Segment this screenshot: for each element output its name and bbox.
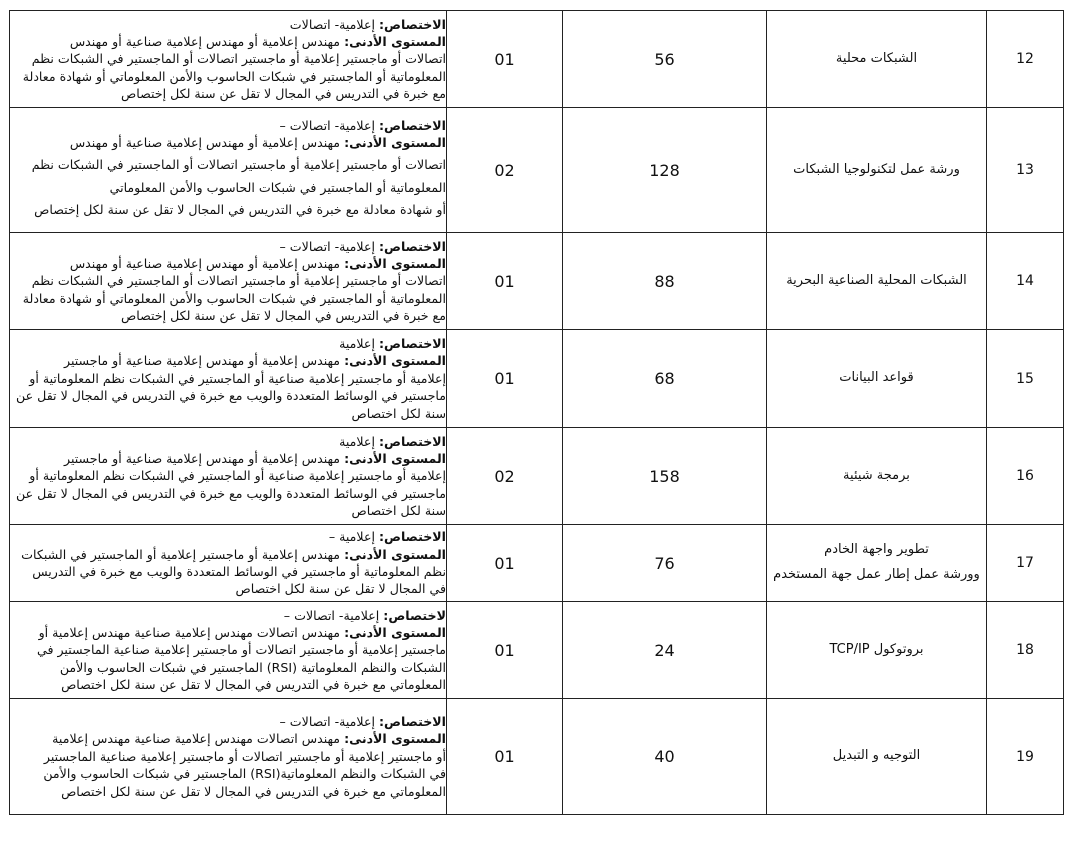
requirement-text-line: المعلوماتية أو الماجستير في شبكات الحاسوب والأمن المعلوماتي [109, 179, 446, 195]
requirements-cell [10, 428, 447, 525]
course-name-cell [767, 699, 987, 815]
level-value: مهندس إعلامية أو مهندس إعلامية صناعية أو ماجستير [64, 450, 345, 466]
level-value: مهندس إعلامية أو مهندس إعلامية صناعية أو مهندس [69, 33, 345, 49]
requirement-text-line: مع خبرة في التدريس في المجال لا تقل عن سنة لكل إختصاص [121, 308, 446, 324]
level-line [10, 352, 446, 369]
specialty-label: الاختصاص: [378, 433, 446, 449]
course-name-cell [767, 525, 987, 602]
groups-cell: 02 [447, 428, 563, 525]
row-number-cell: 17 [987, 525, 1064, 602]
specialty-label: الاختصاص: [378, 117, 446, 133]
specialty-label: الاختصاص: [378, 238, 446, 254]
table-row [10, 330, 1064, 428]
specialty-label: الاختصاص: [378, 16, 446, 32]
requirements-cell [10, 330, 447, 428]
level-label: المستوى الأدنى: [344, 731, 446, 747]
requirement-text-line: نظم المعلوماتية أو ماجستير في الوسائط المتعددة والويب مع خبرة في التدريس [32, 564, 446, 579]
requirements-cell [10, 699, 447, 815]
specialty-label: الاختصاص: [378, 336, 446, 352]
hours-cell: 24 [563, 602, 767, 699]
level-line [10, 546, 446, 563]
courses-table-body [10, 11, 1064, 815]
table-row [10, 525, 1064, 602]
requirement-text-line: إعلامية أو ماجستير إعلامية صناعية أو الماجستير في الشبكات نظم المعلوماتية أو [29, 370, 446, 386]
course-name-cell [767, 428, 987, 525]
requirement-text-line: سنة لكل اختصاص [351, 405, 446, 421]
course-name-line: وورشة عمل إطار عمل جهة المستخدم [773, 567, 980, 582]
level-line [10, 450, 446, 467]
groups-cell: 01 [447, 11, 563, 108]
groups-cell: 01 [447, 330, 563, 428]
row-number-cell: 18 [987, 602, 1064, 699]
requirement-text-line: اتصالات أو ماجستير إعلامية أو ماجستير اتصالات أو الماجستير في الشبكات نظم [31, 157, 446, 173]
level-label: المستوى الأدنى: [344, 450, 446, 466]
specialty-line [10, 16, 446, 33]
courses-table [9, 10, 1064, 815]
row-number-cell: 19 [987, 699, 1064, 815]
level-line [10, 730, 446, 747]
hours-cell: 68 [563, 330, 767, 428]
level-line [10, 255, 446, 272]
specialty-value: إعلامية- اتصالات – [279, 238, 379, 254]
requirement-text-line: اتصالات أو ماجستير إعلامية أو ماجستير اتصالات أو الماجستير في الشبكات نظم [31, 51, 446, 67]
specialty-value: إعلامية – [328, 529, 379, 545]
requirement-text-line: أو ماجستير إعلامية أو ماجستير اتصالات أو ماجستير إعلامية صناعية الماجستير [43, 748, 446, 764]
groups-cell: 01 [447, 602, 563, 699]
course-name-line: بروتوكول TCP/IP [829, 641, 924, 657]
specialty-line [10, 335, 446, 352]
specialty-label: الاختصاص: [378, 529, 446, 545]
hours-cell: 56 [563, 11, 767, 108]
requirement-text-line: في المجال لا تقل عن سنة لكل اختصاص [235, 581, 446, 597]
row-number-cell: 13 [987, 108, 1064, 233]
level-label: المستوى الأدنى: [344, 255, 446, 271]
specialty-line [10, 713, 446, 730]
hours-cell: 40 [563, 699, 767, 815]
course-name-cell [767, 233, 987, 330]
requirement-text-line: أو شهادة معادلة مع خبرة في التدريس في المجال لا تقل عن سنة لكل إختصاص [34, 202, 446, 218]
course-name-cell [767, 11, 987, 108]
level-line [10, 33, 446, 50]
row-number-cell: 16 [987, 428, 1064, 525]
requirements-cell [10, 525, 447, 602]
specialty-label: لاختصاص: [383, 607, 446, 623]
level-line [10, 134, 446, 151]
requirement-text-line: المعلوماتي مع خبرة في التدريس في المجال لا تقل عن سنة لكل اختصاص [61, 677, 446, 693]
requirement-text-line: إعلامية أو ماجستير إعلامية صناعية أو الماجستير في الشبكات نظم المعلوماتية أو [29, 468, 446, 484]
requirement-text-line: مع خبرة في التدريس في المجال لا تقل عن سنة لكل إختصاص [121, 86, 446, 102]
requirements-cell [10, 11, 447, 108]
table-row [10, 11, 1064, 108]
requirement-text-line: اتصالات أو ماجستير إعلامية أو ماجستير اتصالات أو الماجستير في الشبكات نظم [31, 273, 446, 289]
specialty-line [10, 433, 446, 450]
groups-cell: 01 [447, 525, 563, 602]
level-label: المستوى الأدنى: [344, 624, 446, 640]
specialty-line [10, 607, 446, 624]
row-number-cell: 12 [987, 11, 1064, 108]
specialty-line [10, 117, 446, 134]
table-row [10, 428, 1064, 525]
groups-cell: 01 [447, 699, 563, 815]
table-row [10, 233, 1064, 330]
requirement-text-line: المعلوماتي مع خبرة في التدريس في المجال لا تقل عن سنة لكل اختصاص [61, 783, 446, 799]
level-label: المستوى الأدنى: [344, 134, 446, 150]
specialty-value: إعلامية [339, 336, 379, 352]
specialty-line [10, 238, 446, 255]
row-number-cell: 14 [987, 233, 1064, 330]
course-name-cell [767, 602, 987, 699]
table-row [10, 108, 1064, 233]
requirements-cell [10, 108, 447, 233]
specialty-line [10, 528, 446, 545]
groups-cell: 02 [447, 108, 563, 233]
specialty-value: إعلامية [339, 433, 379, 449]
requirement-text-line: ماجستير في الوسائط المتعددة والويب مع خبرة في التدريس في المجال لا تقل عن [16, 485, 446, 501]
course-name-line: تطوير واجهة الخادم [824, 542, 929, 558]
hours-cell: 158 [563, 428, 767, 525]
level-label: المستوى الأدنى: [344, 546, 446, 562]
specialty-value: إعلامية- اتصالات – [279, 714, 379, 730]
specialty-label: الاختصاص: [378, 714, 446, 730]
level-value: مهندس إعلامية أو مهندس إعلامية صناعية أو مهندس [69, 255, 345, 271]
specialty-value: إعلامية- اتصالات – [283, 607, 384, 623]
requirement-text-line: في الشبكات والنظم المعلوماتية(RSI) الماجستير في شبكات الحاسوب والأمن [43, 766, 446, 782]
level-label: المستوى الأدنى: [344, 353, 446, 369]
hours-cell: 76 [563, 525, 767, 602]
level-label: المستوى الأدنى: [344, 33, 446, 49]
level-value: مهندس اتصالات مهندس إعلامية صناعية مهندس إعلامية [52, 731, 345, 747]
level-line [10, 624, 446, 641]
specialty-value: إعلامية- اتصالات – [279, 117, 379, 133]
course-name-line: الشبكات المحلية الصناعية البحرية [786, 272, 967, 288]
hours-cell: 88 [563, 233, 767, 330]
requirement-text-line: سنة لكل اختصاص [351, 503, 446, 519]
level-value: مهندس إعلامية أو ماجستير إعلامية أو الماجستير في الشبكات [21, 546, 345, 562]
level-value: مهندس اتصالات مهندس إعلامية صناعية مهندس إعلامية أو [38, 624, 345, 640]
groups-cell: 01 [447, 233, 563, 330]
specialty-value: إعلامية- اتصالات [289, 16, 379, 32]
requirement-text-line: المعلوماتية أو الماجستير في شبكات الحاسوب والأمن المعلوماتي أو شهادة معادلة [22, 290, 446, 306]
level-value: مهندس إعلامية أو مهندس إعلامية صناعية أو مهندس [69, 134, 345, 150]
table-row [10, 602, 1064, 699]
requirement-text-line: ماجستير إعلامية أو ماجستير اتصالات أو ماجستير إعلامية صناعية الماجستير في [36, 642, 446, 658]
row-number-cell: 15 [987, 330, 1064, 428]
course-name-line: الشبكات محلية [835, 50, 918, 66]
level-value: مهندس إعلامية أو مهندس إعلامية صناعية أو ماجستير [64, 353, 345, 369]
course-name-line: قواعد البيانات [839, 370, 914, 386]
course-name-line: ورشة عمل لتكنولوجيا الشبكات [793, 161, 960, 177]
course-name-line: التوجيه و التبديل [832, 748, 921, 764]
course-name-line: برمجة شيئية [843, 467, 910, 483]
hours-cell: 128 [563, 108, 767, 233]
requirements-cell [10, 233, 447, 330]
table-row [10, 699, 1064, 815]
course-name-cell [767, 108, 987, 233]
requirement-text-line: ماجستير في الوسائط المتعددة والويب مع خبرة في التدريس في المجال لا تقل عن [16, 388, 446, 404]
course-name-cell [767, 330, 987, 428]
requirement-text-line: المعلوماتية أو الماجستير في شبكات الحاسوب والأمن المعلوماتي أو شهادة معادلة [22, 68, 446, 84]
requirements-cell [10, 602, 447, 699]
requirement-text-line: الشبكات والنظم المعلوماتية (RSI) الماجستير في شبكات الحاسوب والأمن [59, 659, 446, 675]
